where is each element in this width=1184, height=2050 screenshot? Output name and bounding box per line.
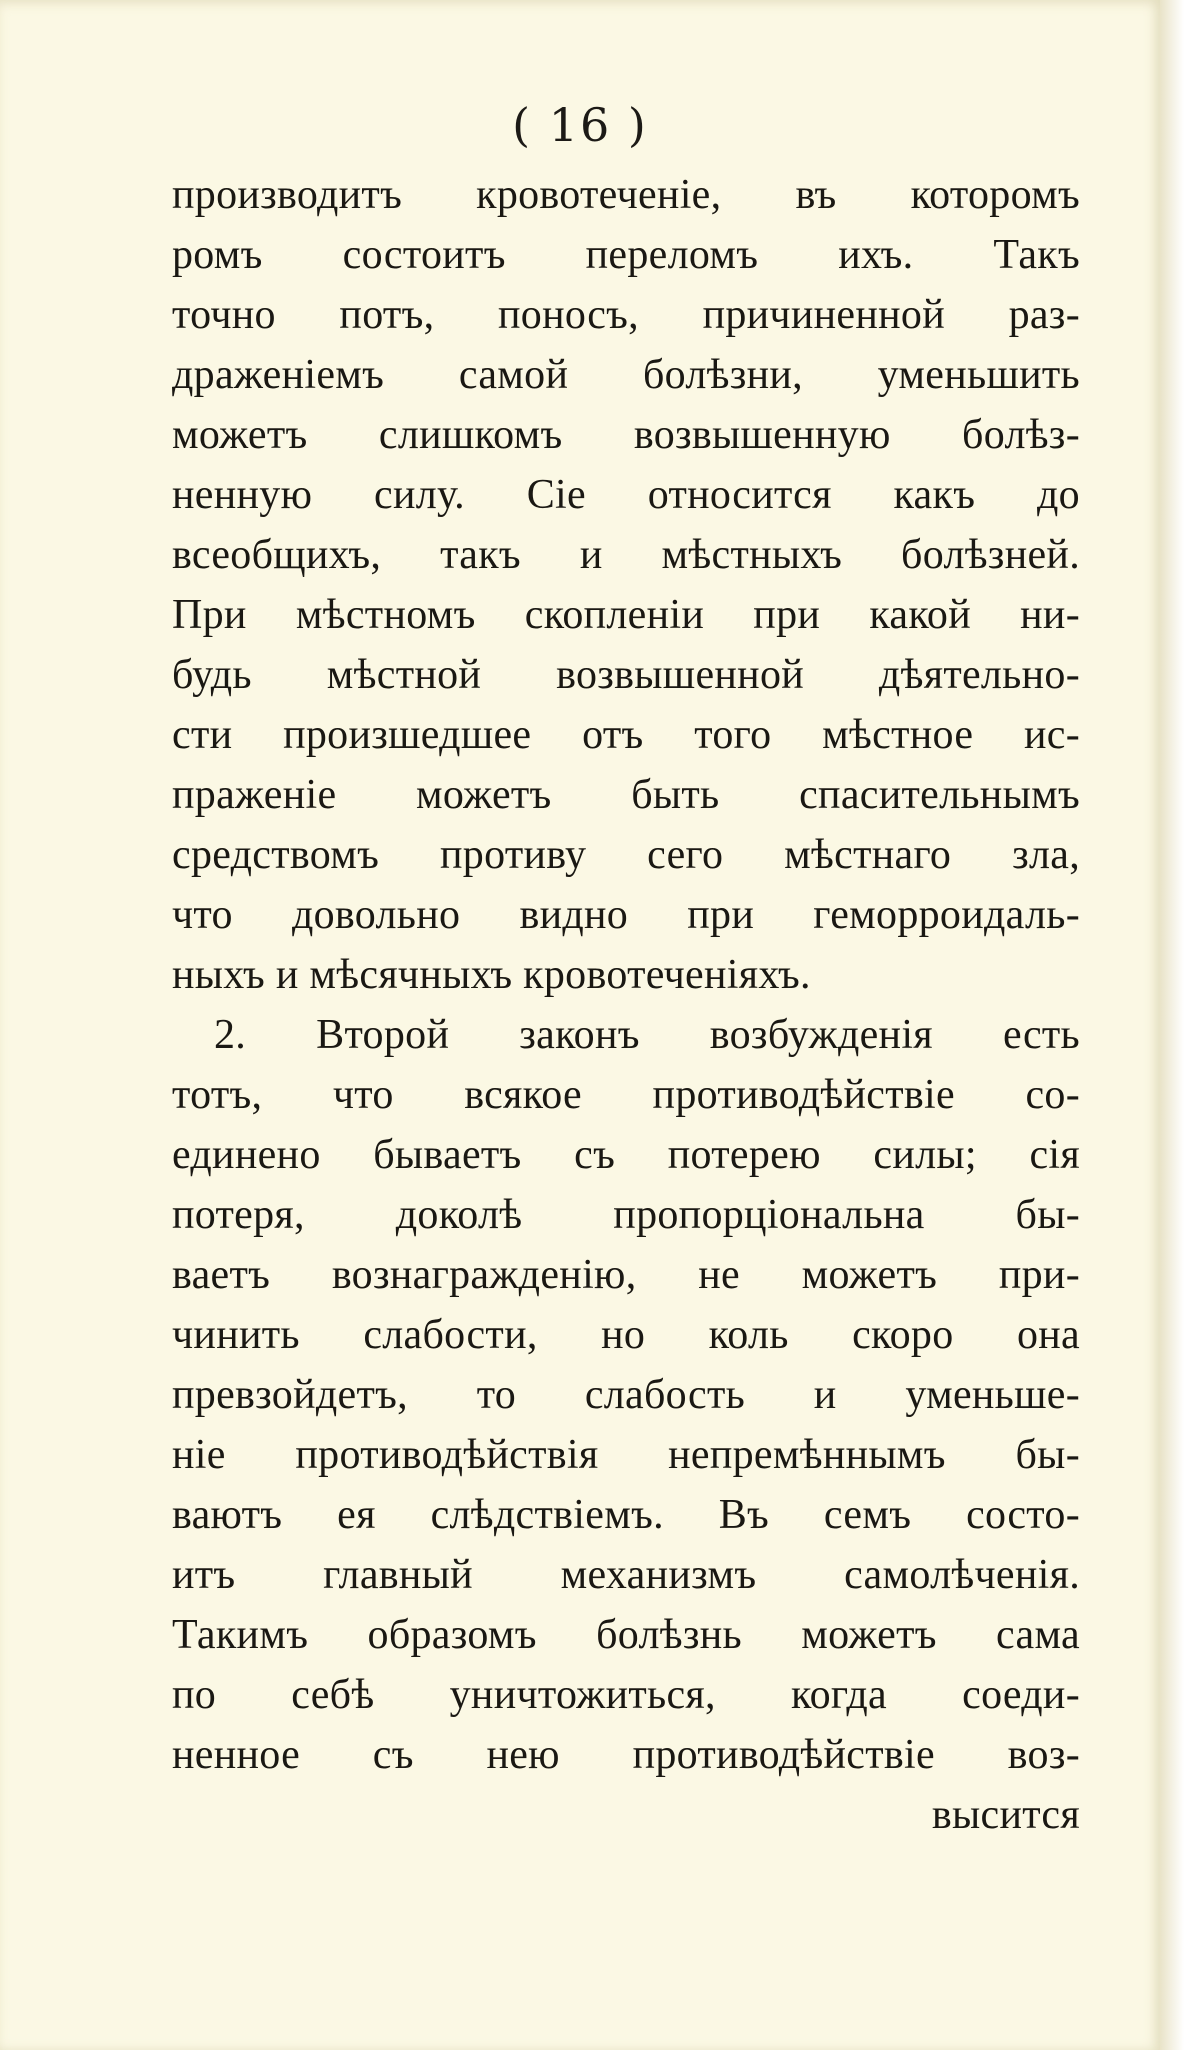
text-line: будь мѣстной возвышенной дѣятельно- (172, 652, 1080, 698)
text-line: тотъ, что всякое противодѣйствіе со- (172, 1072, 1080, 1118)
text-line: ваютъ ея слѣдствіемъ. Въ семъ состо- (172, 1492, 1080, 1538)
page-edge (1160, 0, 1184, 2050)
text-line: средствомъ противу сего мѣстнаго зла, (172, 832, 1080, 878)
text-line: превзойдетъ, то слабость и уменьше- (172, 1372, 1080, 1418)
text-line: При мѣстномъ скопленіи при какой ни- (172, 592, 1080, 638)
text-line: 2. Второй законъ возбужденія есть (214, 1012, 1080, 1058)
text-line: ненное съ нею противодѣйствіе воз- (172, 1732, 1080, 1778)
text-line: Такимъ образомъ болѣзнь можетъ сама (172, 1612, 1080, 1658)
text-line: драженіемъ самой болѣзни, уменьшить (172, 352, 1080, 398)
text-line: ромъ состоитъ переломъ ихъ. Такъ (172, 232, 1080, 278)
text-line: можетъ слишкомъ возвышенную болѣз- (172, 412, 1080, 458)
page-number: ( 16 ) (512, 98, 648, 152)
text-line: производитъ кровотеченіе, въ которомъ (172, 172, 1080, 218)
body-text (172, 165, 1080, 1845)
text-line: ніе противодѣйствія непремѣннымъ бы- (172, 1432, 1080, 1478)
text-line: что довольно видно при геморроидаль- (172, 892, 1080, 938)
text-line: потеря, доколѣ пропорціональна бы- (172, 1192, 1080, 1238)
text-line: сти произшедшее отъ того мѣстное ис- (172, 712, 1080, 758)
text-line: по себѣ уничтожиться, когда соеди- (172, 1672, 1080, 1718)
text-line: точно потъ, поносъ, причиненной раз- (172, 292, 1080, 338)
text-line: праженіе можетъ быть спасительнымъ (172, 772, 1080, 818)
text-line: ненную силу. Сіе относится какъ до (172, 472, 1080, 518)
text-line: чинить слабости, но коль скоро она (172, 1312, 1080, 1358)
text-line: всеобщихъ, такъ и мѣстныхъ болѣзней. (172, 532, 1080, 578)
catchword: высится (931, 1792, 1080, 1838)
text-line: ваетъ вознагражденію, не можетъ при- (172, 1252, 1080, 1298)
text-line: единено бываетъ съ потерею силы; сія (172, 1132, 1080, 1178)
text-line: итъ главный механизмъ самолѣченія. (172, 1552, 1080, 1598)
text-line: ныхъ и мѣсячныхъ кровотеченіяхъ. (172, 952, 811, 998)
